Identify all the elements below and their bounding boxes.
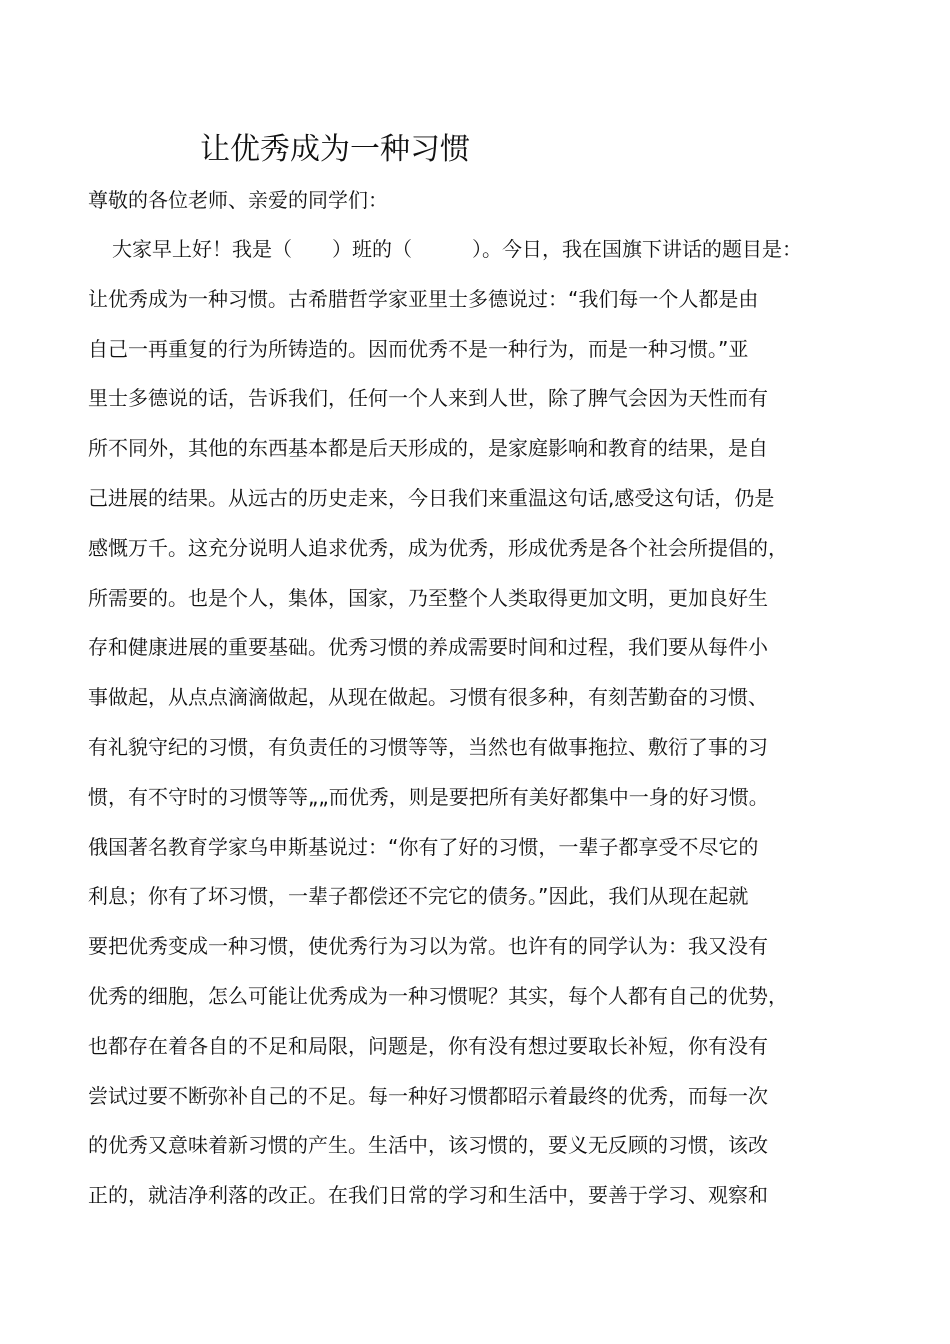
body-line: 事做起，从点点滴滴做起，从现在做起。习惯有很多种，有刻苦勤奋的习惯、 [88,685,768,710]
body-line: 里士多德说的话，告诉我们，任何一个人来到人世，除了脾气会因为天性而有 [88,386,768,411]
body-line: 的优秀又意味着新习惯的产生。生活中，该习惯的，要义无反顾的习惯，该改 [88,1133,768,1158]
body-line: 大家早上好！我是（ ）班的（ ）。今日，我在国旗下讲话的题目是： [112,237,802,261]
body-line: 俄国著名教育学家乌申斯基说过：“你有了好的习惯，一辈子都享受不尽它的 [88,834,759,859]
body-line: 自己一再重复的行为所铸造的。因而优秀不是一种行为，而是一种习惯。”亚 [88,336,749,361]
body-line: 让优秀成为一种习惯。古希腊哲学家亚里士多德说过：“我们每一个人都是由 [88,286,759,311]
document-title: 让优秀成为一种习惯 [200,132,470,167]
body-line: 有礼貌守纪的习惯，有负责任的习惯等等，当然也有做事拖拉、敷衍了事的习 [88,734,768,759]
body-line: 要把优秀变成一种习惯，使优秀行为习以为常。也许有的同学认为：我又没有 [88,934,768,959]
body-line: 所不同外，其他的东西基本都是后天形成的，是家庭影响和教育的结果，是自 [88,436,768,461]
body-line: 存和健康进展的重要基础。优秀习惯的养成需要时间和过程，我们要从每件小 [88,635,768,660]
body-line: 优秀的细胞，怎么可能让优秀成为一种习惯呢？其实，每个人都有自己的优势， [88,983,788,1008]
body-line: 感慨万千。这充分说明人追求优秀，成为优秀，形成优秀是各个社会所提倡的， [88,535,788,560]
body-line: 利息；你有了坏习惯，一辈子都偿还不完它的债务。”因此，我们从现在起就 [88,884,749,909]
speech-body [88,230,888,1226]
body-line: 所需要的。也是个人，集体，国家，乃至整个人类取得更加文明，更加良好生 [88,585,768,610]
body-line: 惯，有不守时的习惯等等„„而优秀，则是要把所有美好都集中一身的好习惯。 [88,784,769,809]
body-line: 正的，就洁净利落的改正。在我们日常的学习和生活中，要善于学习、观察和 [88,1183,768,1208]
body-line: 己进展的结果。从远古的历史走来，今日我们来重温这句话,感受这句话，仍是 [88,485,775,510]
salutation: 尊敬的各位老师、亲爱的同学们： [88,188,388,212]
body-line: 尝试过要不断弥补自己的不足。每一种好习惯都昭示着最终的优秀，而每一次 [88,1083,768,1108]
body-line: 也都存在着各自的不足和局限，问题是，你有没有想过要取长补短，你有没有 [88,1033,768,1058]
